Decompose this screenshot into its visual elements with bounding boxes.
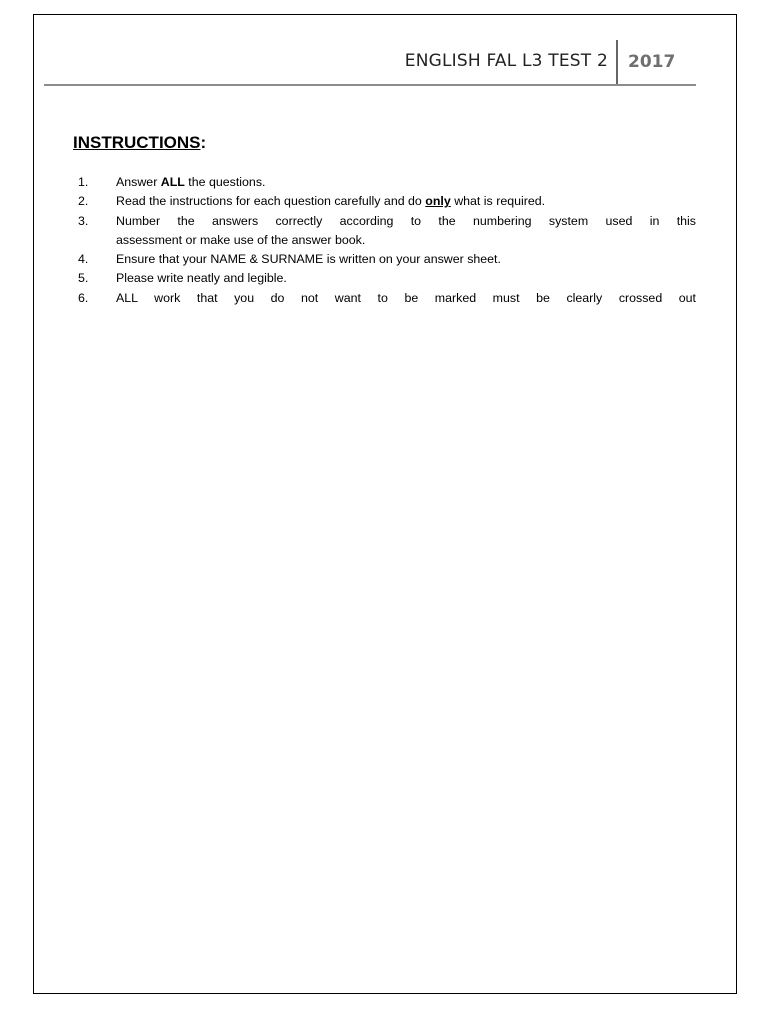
instruction-number: 4. bbox=[78, 252, 89, 267]
instruction-number: 6. bbox=[78, 290, 89, 305]
instruction-number: 1. bbox=[78, 175, 89, 189]
instruction-item-6 bbox=[78, 289, 696, 308]
instruction-text: ALL work that you do not want to be marked must be clearly crossed out bbox=[116, 290, 696, 305]
header-title: ENGLISH FAL L3 TEST 2 bbox=[404, 51, 608, 71]
instruction-text: Read the instructions for each question carefully and do bbox=[116, 194, 426, 209]
instruction-item-5 bbox=[78, 269, 696, 288]
instruction-text: Please write neatly and legible. bbox=[116, 271, 287, 286]
header-rule bbox=[44, 84, 696, 86]
instructions-list bbox=[78, 173, 696, 308]
instruction-item-1 bbox=[78, 173, 696, 192]
instruction-number: 5. bbox=[78, 271, 89, 286]
instruction-text: the questions. bbox=[184, 175, 266, 189]
instruction-item-4 bbox=[78, 250, 696, 269]
instructions-heading bbox=[73, 133, 206, 153]
header-divider bbox=[616, 40, 618, 86]
instruction-number: 3. bbox=[78, 213, 89, 228]
instruction-item-2 bbox=[78, 192, 696, 211]
instruction-text: what is required. bbox=[450, 194, 546, 209]
instruction-item-3 bbox=[78, 212, 696, 251]
instruction-number: 2. bbox=[78, 194, 89, 209]
instruction-text: Number the answers correctly according to the numbering system used in this bbox=[116, 213, 696, 228]
instructions-heading-text: INSTRUCTIONS bbox=[73, 133, 201, 152]
header-year: 2017 bbox=[628, 52, 676, 72]
instruction-text-continued: assessment or make use of the answer book. bbox=[116, 232, 366, 247]
instruction-text: Ensure that your NAME & SURNAME is written on your answer sheet. bbox=[116, 252, 501, 267]
instruction-bold-text: ALL bbox=[160, 175, 185, 189]
instruction-emphasis-text: only bbox=[425, 194, 451, 209]
page-border bbox=[33, 14, 737, 994]
instruction-text: Answer bbox=[116, 175, 161, 189]
page-header bbox=[44, 40, 696, 86]
instructions-heading-colon: : bbox=[200, 133, 207, 152]
